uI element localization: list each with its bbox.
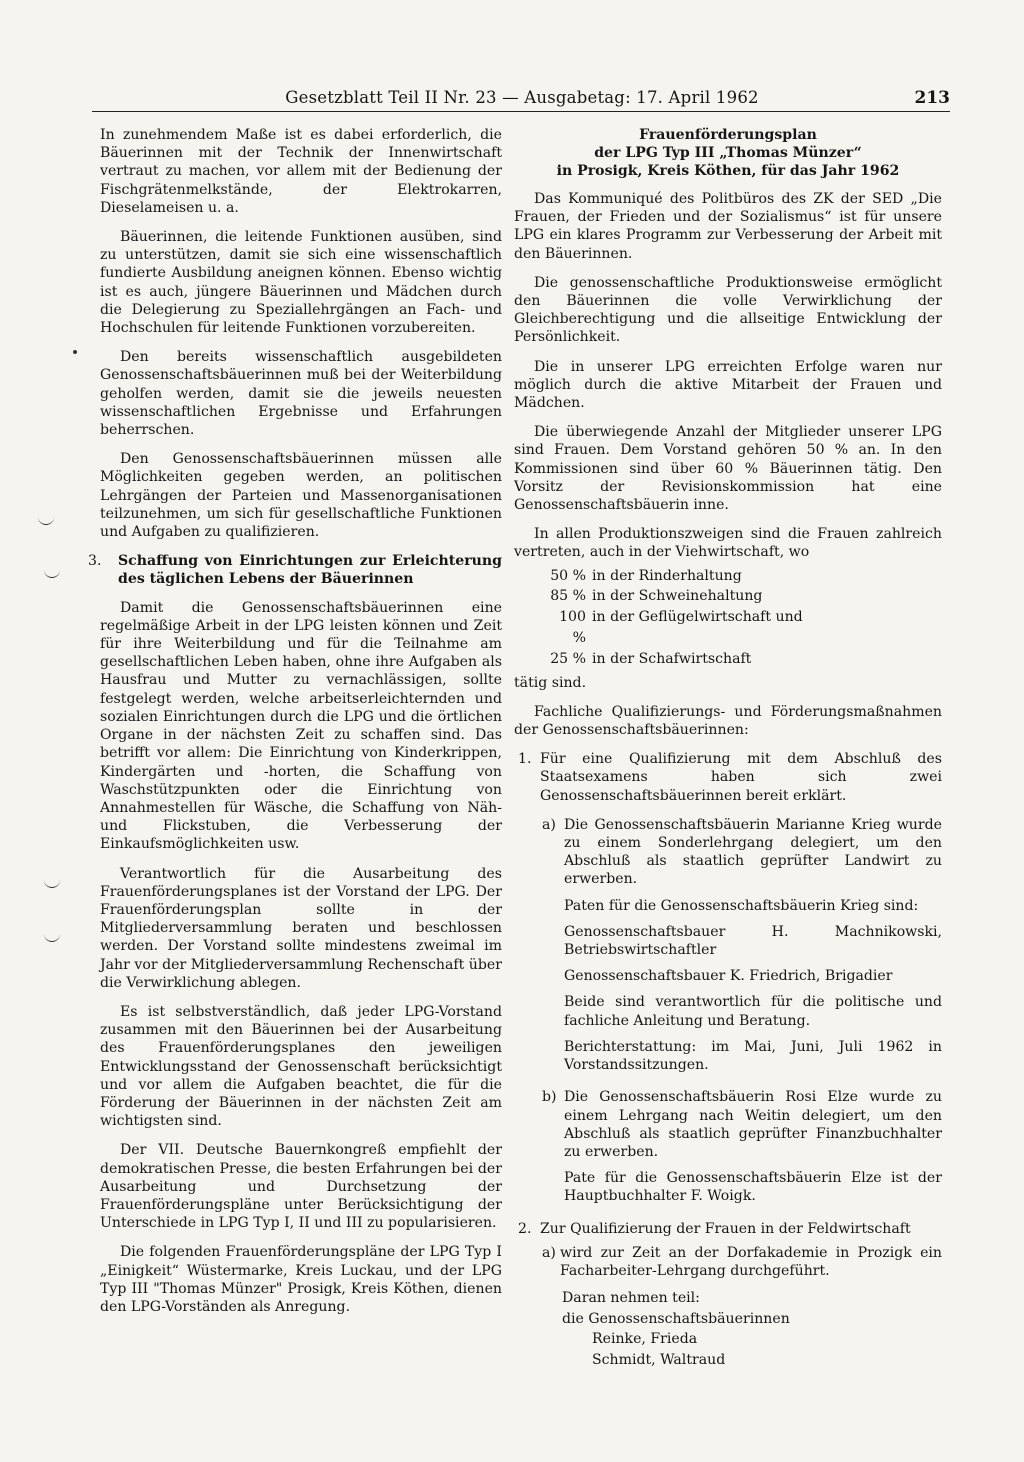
paragraph: Beide sind verantwortlich für die politische und fachliche Anleitung und Beratung. [564, 994, 942, 1029]
paragraph: In allen Produktionszweigen sind die Frauen zahlreich vertreten, auch in der Viehwirtschaft, wo [514, 526, 942, 561]
page-header [92, 86, 950, 110]
percentage-label: in der Rinderhaltung [592, 567, 742, 584]
paragraph: Verantwortlich für die Ausarbeitung des Frauenförderungsplanes ist der Vorstand der LPG. Der Frauenförderungsplan sollte in der Mitgliederversammlung beraten und beschlossen werden. Der Vorstand sollte mindestens zweimal im Jahr vor der Mitgliederversammlung Rechenschaft über die Verwirklichung ablegen. [100, 865, 502, 991]
percentage-value: 50 % [550, 567, 586, 584]
paragraph: Genossenschaftsbauer K. Friedrich, Brigadier [564, 968, 893, 985]
paragraph: Die folgenden Frauenförderungspläne der LPG Typ I „Einigkeit“ Wüstermarke, Kreis Luckau, und der LPG Typ III "Thomas Münzer" Prosigk, Kreis Köthen, dienen den LPG-Vorständen als Anregung. [100, 1244, 502, 1315]
percentage-label: in der Schafwirtschaft [592, 650, 752, 667]
numbered-item [514, 750, 942, 805]
paragraph: Die genossenschaftliche Produktionsweise ermöglicht den Bäuerinnen die volle Verwirklichung der Gleichberechtigung und die allseitige Entwicklung der Persönlichkeit. [514, 274, 942, 346]
page-number: 213 [914, 88, 950, 108]
item-number: 2. [518, 1220, 532, 1237]
percentage-value: 85 % [550, 588, 586, 605]
section-title: Schaffung von Einrichtungen zur Erleichterung des täglichen Lebens der Bäuerinnen [118, 553, 502, 588]
header-rule [92, 111, 950, 112]
margin-check-mark [44, 569, 60, 578]
percentage-value: 25 % [550, 650, 586, 667]
percentage-value: 100 % [559, 609, 586, 647]
paragraph: Pate für die Genossenschaftsbäuerin Elze ist der Hauptbuchhalter F. Woigk. [564, 1170, 942, 1205]
plan-heading-line: der LPG Typ III „Thomas Münzer“ [594, 145, 862, 161]
list-item [544, 586, 942, 607]
paragraph: die Genossenschaftsbäuerinnen [562, 1310, 790, 1327]
participant-name: Schmidt, Waltraud [592, 1351, 726, 1368]
margin-check-mark [44, 933, 60, 942]
paragraph: Es ist selbstverständlich, daß jeder LPG-Vorstand zusammen mit den Bäuerinnen bei der Ausarbeitung des Frauenförderungsplanes den jeweiligen Entwicklungsstand der Genossenschaft berücksichtigt und vor allem die Aufgaben beachtet, die für die Förderung der Bäuerinnen in der nächsten Zeit am wichtigsten sind. [100, 1003, 502, 1130]
list-item [544, 607, 942, 649]
paragraph: Fachliche Qualifizierungs- und Förderungsmaßnahmen der Genossenschaftsbäuerinnen: [514, 703, 942, 739]
sub-item-marker: a) [542, 1244, 556, 1261]
plan-heading-line: in Prosigk, Kreis Köthen, für das Jahr 1962 [556, 163, 900, 179]
percentage-label: in der Schweinehaltung [592, 588, 763, 605]
paragraph: Daran nehmen teil: [562, 1290, 700, 1307]
percentage-label: in der Geflügelwirtschaft und [592, 609, 803, 626]
paragraph: Das Kommuniqué des Politbüros des ZK der SED „Die Frauen, der Frieden und der Sozialismus“ ist für unsere LPG ein klares Programm zur Verbesserung der Arbeit mit den Bäuerinnen. [514, 191, 942, 262]
participant-name: Reinke, Frieda [592, 1331, 698, 1348]
gazette-title: Gesetzblatt Teil II Nr. 23 — Ausgabetag: 17. April 1962 [285, 88, 759, 107]
section-number: 3. [88, 553, 102, 570]
paragraph: tätig sind. [514, 674, 587, 691]
paragraph: Die überwiegende Anzahl der Mitglieder unserer LPG sind Frauen. Dem Vorstand gehören 50 % an. In den Kommissionen sind über 60 % Bäuerinnen tätig. Den Vorsitz der Revisionskommission hat eine Genossenschaftsbäuerin inne. [514, 424, 942, 514]
percentage-list [514, 566, 942, 670]
sub-item [514, 1244, 942, 1280]
paragraph: Der VII. Deutsche Bauernkongreß empfiehlt der demokratischen Presse, die besten Erfahrungen bei der Ausarbeitung und Durchsetzung der Frauenförderungspläne unter Berücksichtigung der Unterschiede in LPG Typ I, II und III zu popularisieren. [100, 1142, 502, 1232]
paragraph: Genossenschaftsbauer H. Machnikowski, Betriebswirtschaftler [564, 923, 942, 959]
list-item [544, 566, 942, 587]
paragraph: Berichterstattung: im Mai, Juni, Juli 1962 in Vorstandssitzungen. [564, 1038, 942, 1074]
item-number: 1. [518, 751, 532, 768]
paragraph: Paten für die Genossenschaftsbäuerin Krieg sind: [564, 897, 919, 914]
sub-item-marker: a) [542, 816, 556, 833]
sub-item-text: Die Genossenschaftsbäuerin Marianne Krieg wurde zu einem Sonderlehrgang delegiert, um den Abschluß als staatlich geprüfter Landwirt zu erwerben. [564, 816, 942, 888]
right-column [514, 126, 942, 1371]
plan-heading-line: Frauenförderungsplan [639, 127, 817, 143]
item-text: Zur Qualifizierung der Frauen in der Feldwirtschaft [540, 1220, 911, 1237]
paragraph: Bäuerinnen, die leitende Funktionen ausüben, sind zu unterstützen, damit sie sich eine wissenschaftlich fundierte Ausbildung aneignen können. Ebenso wichtig ist es auch, jüngere Bäuerinnen und Mädchen durch die Delegierung zu Speziallehrgängen an Fach- und Hochschulen für leitende Funktionen vorzubereiten. [100, 229, 502, 337]
paragraph: Den bereits wissenschaftlich ausgebildeten Genossenschaftsbäuerinnen muß bei der Weiterbildung geholfen werden, damit sie die jeweils neuesten wissenschaftlichen Ergebnisse und Erfahrungen beherrschen. [100, 349, 502, 439]
left-column [88, 126, 502, 1327]
sub-item-marker: b) [542, 1089, 557, 1106]
paragraph: In zunehmendem Maße ist es dabei erforderlich, die Bäuerinnen mit der Technik der Innenwirtschaft vertraut zu machen, vor allem mit der Bedienung der Fischgrätenmelkstände, der Elektrokarren, Dieselameisen u. a. [100, 127, 502, 216]
margin-check-mark [38, 516, 54, 525]
plan-heading [514, 126, 942, 180]
paragraph: Den Genossenschaftsbäuerinnen müssen alle Möglichkeiten gegeben werden, an politischen Lehrgängen der Parteien und Massenorganisationen teilzunehmen, um sich für gesellschaftliche Funktionen und Aufgaben zu qualifizieren. [100, 451, 502, 541]
margin-dot [73, 350, 77, 354]
paragraph: Die in unserer LPG erreichten Erfolge waren nur möglich durch die aktive Mitarbeit der Frauen und Mädchen. [514, 358, 942, 412]
sub-item-text: wird zur Zeit an der Dorfakademie in Prozigk ein Facharbeiter-Lehrgang durchgeführt. [560, 1244, 942, 1279]
item-text: Für eine Qualifizierung mit dem Abschluß des Staatsexamens haben sich zwei Genossenschaftsbäuerinnen bereit erklärt. [540, 751, 942, 804]
sub-item [514, 1088, 942, 1161]
sub-item-text: Die Genossenschaftsbäuerin Rosi Elze wurde zu einem Lehrgang nach Weitin delegiert, um den Abschluß als staatlich geprüfter Finanzbuchhalter zu erwerben. [564, 1089, 942, 1160]
list-item [544, 649, 942, 670]
paragraph: Damit die Genossenschaftsbäuerinnen eine regelmäßige Arbeit in der LPG leisten können und Zeit für ihre Weiterbildung und für die Teilnahme am gesellschaftlichen Leben haben, ohne ihre Aufgaben als Hausfrau und Mutter zu vernachlässigen, sollte festgelegt werden, welche arbeitserleichternden und sozialen Einrichtungen durch die LPG und die örtlichen Organe in der nächsten Zeit zu schaffen sind. Das betrifft vor allem: Die Einrichtung von Kinderkrippen, Kindergärten und -horten, die Schaffung von Waschstützpunkten oder die Einrichtung von Annahmestellen für Wäsche, die Schaffung von Näh- und Flickstuben, die Verbesserung der Einkaufsmöglichkeiten usw. [100, 599, 502, 853]
numbered-item [514, 1220, 942, 1238]
sub-item [514, 816, 942, 889]
section-heading [88, 552, 502, 588]
margin-check-mark [44, 879, 60, 888]
